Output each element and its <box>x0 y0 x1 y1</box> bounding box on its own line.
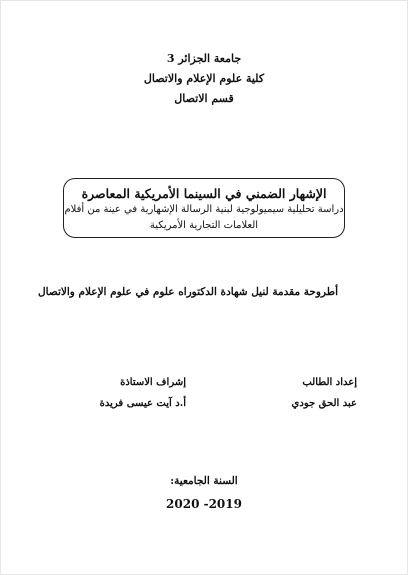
faculty-name: كلية علوم الإعلام والاتصال <box>143 72 265 85</box>
academic-year-value: 2020 -2019 <box>166 497 242 511</box>
supervisor-label: إشراف الاستاذة <box>120 377 186 388</box>
thesis-subtitle-line-1: دراسة تحليلية سيميولوجية لبنية الرسالة الإشهارية في عينة من أفلام <box>64 204 344 215</box>
university-name: جامعة الجزائر 3 <box>166 52 242 65</box>
academic-year-label: السنة الجامعية: <box>170 475 238 487</box>
institution-header <box>1 49 407 109</box>
student-label: إعداد الطالب <box>302 377 357 388</box>
student-name: عبد الحق جودي <box>291 398 357 409</box>
thesis-subtitle-line-2: العلامات التجارية الأمريكية <box>149 220 259 231</box>
supervisor-name: أ.د آيت عيسى فريدة <box>99 398 186 409</box>
student-block <box>292 372 357 414</box>
thesis-title-box <box>63 178 345 238</box>
thesis-statement: أطروحة مقدمة لنيل شهادة الدكتوراه علوم في علوم الإعلام والاتصال <box>38 286 338 298</box>
department-name: قسم الاتصال <box>174 92 234 105</box>
thesis-title: الإشهار الضمني في السينما الأمريكية المعاصرة <box>81 186 327 201</box>
supervisor-block <box>100 372 186 414</box>
